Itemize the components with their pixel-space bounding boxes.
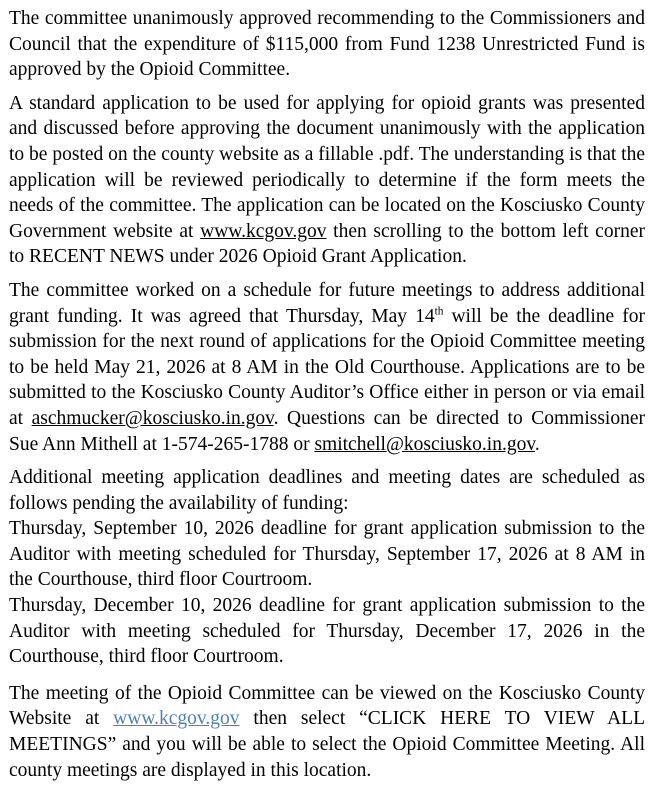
aschmucker-email-link[interactable]: aschmucker@kosciusko.in.gov — [31, 407, 274, 429]
text-run: A standard application to be used for applying for opioid grants was presented and discussed before approving the document unanimously with the application to be posted on the county website as a fillable .pdf. The understanding is that the application will be reviewed periodically to determine if the form meets the needs of the committee. The application can be located on the Kosciusko County Government website at — [9, 92, 645, 242]
text-run: . — [534, 433, 540, 455]
text-run: The committee unanimously approved recommending to the Commissioners and Council that the expenditure of $115,000 from Fund 1238 Unrestricted Fund is approved by the Opioid Committee. — [9, 8, 645, 81]
para-additional-deadlines — [9, 465, 645, 670]
text-run: Thursday, December 10, 2026 deadline for grant application submission to the Auditor with meeting scheduled for Thursday, December 17, 2026 in the Courthouse, third floor Courtroom. — [9, 595, 645, 668]
text-run: The committee worked on a schedule for future meetings to address additional grant funding. It was agreed that Thursday, May 14 — [9, 279, 645, 327]
smitchell-email-link[interactable]: smitchell@kosciusko.in.gov — [314, 433, 535, 455]
text-run: then select “CLICK HERE TO VIEW ALL MEETINGS” and you will be able to select the Opioid Committee Meeting. All county meetings are displayed in this location. — [9, 708, 645, 781]
text-run: Thursday, September 10, 2026 deadline for grant application submission to the Auditor with meeting scheduled for Thursday, September 17, 2026 at 8 AM in the Courthouse, third floor Courtroom. — [9, 518, 645, 591]
para-meeting-schedule — [9, 278, 645, 457]
para-standard-application — [9, 91, 645, 270]
text-run: then scrolling to the bottom left corner to RECENT NEWS under 2026 Opioid Grant Application. — [9, 220, 645, 268]
kcgov-website-link-blue[interactable]: www.kcgov.gov — [113, 708, 240, 730]
text-run: Additional meeting application deadlines and meeting dates are scheduled as follows pending the availability of funding: — [9, 467, 645, 514]
para-expenditure-approval — [9, 6, 645, 83]
kcgov-website-link[interactable]: www.kcgov.gov — [200, 220, 327, 242]
text-run: . Questions can be directed to Commissioner Sue Ann Mithell at 1-574-265-1788 or — [9, 407, 646, 455]
ordinal-suffix: th — [434, 305, 444, 318]
text-run: will be the deadline for submission for the next round of applications for the Opioid Committee meeting to be held May 21, 2026 at 8 AM in the Old Courthouse. Applications are to be submitted to the Kosciusko County Auditor’s Office either in person or via email at — [9, 305, 645, 429]
text-run: The meeting of the Opioid Committee can be viewed on the Kosciusko County Website at — [9, 682, 645, 730]
para-meeting-viewing — [9, 681, 645, 783]
